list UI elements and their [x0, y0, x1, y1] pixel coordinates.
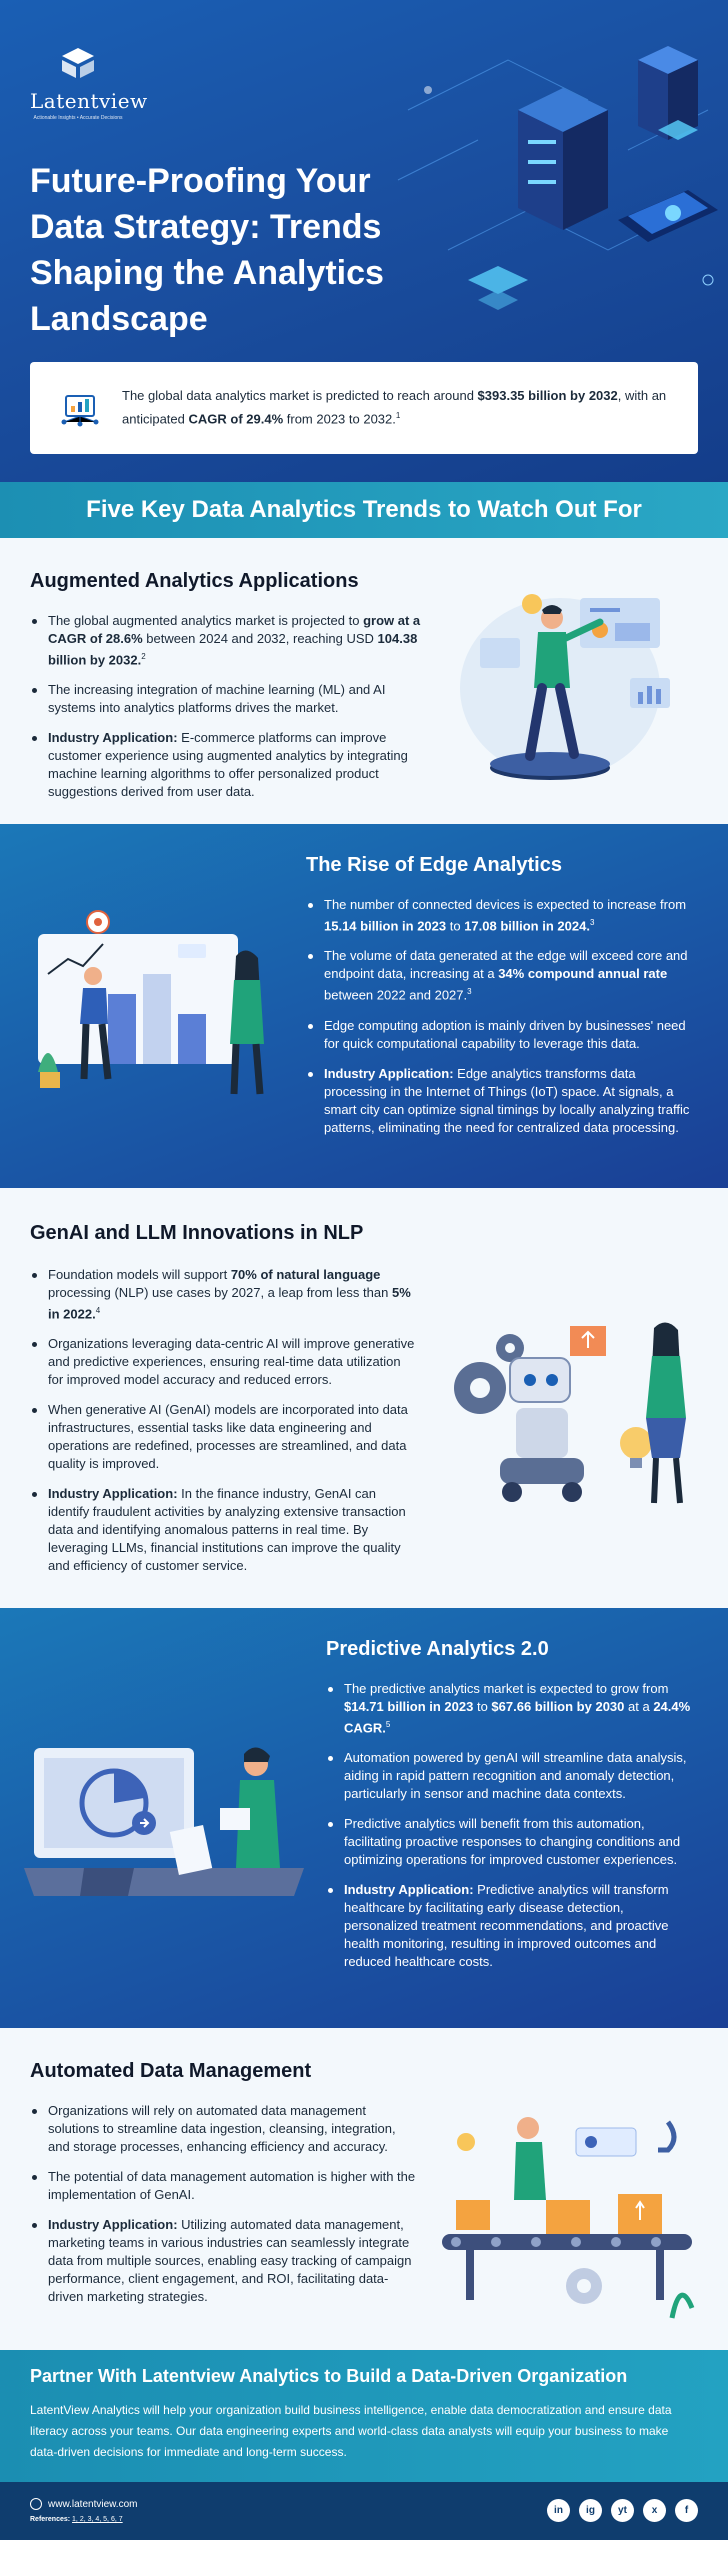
server-tower-main — [518, 88, 608, 230]
section-genai-llm — [0, 1188, 728, 1608]
list-item: The predictive analytics market is expected to grow from $14.71 billion in 2023 to $67.66 billion by 2030 at a 24.4% CAGR.$^5$ — [326, 1680, 698, 1737]
section-title: Predictive Analytics 2.0 — [326, 1638, 549, 1660]
market-stat-text: The global data analytics market is predicted to reach around $393.35 billion by 2032, with an anticipated CAGR of 29.4% from 2023 to 2032.$^1$ — [122, 388, 667, 427]
list-item: When generative AI (GenAI) models are incorporated into data infrastructures, essential tasks like data engineering and operations are redefined, processes are streamlined, and data quality is improved. — [30, 1401, 416, 1473]
logo-tagline: Actionable Insights • Accurate Decisions — [33, 115, 123, 121]
list-item: The increasing integration of machine learning (ML) and AI systems into analytics platforms drives the market. — [30, 681, 430, 717]
bullet-list — [30, 2102, 420, 2318]
partner-cta-section — [0, 2350, 728, 2482]
server-isometric-illustration — [388, 30, 728, 360]
list-item: Edge computing adoption is mainly driven by businesses' need for quick computational capability to leverage this data. — [306, 1017, 698, 1053]
x-twitter-icon[interactable]: x — [643, 2499, 666, 2522]
instagram-icon[interactable]: ig — [579, 2499, 602, 2522]
section-title: Augmented Analytics Applications — [30, 570, 359, 592]
section-predictive-analytics — [0, 1608, 728, 2028]
bullet-list — [306, 896, 698, 1149]
logo-wordmark: Latentview — [30, 89, 148, 113]
key-trends-banner — [0, 482, 728, 538]
list-item: Industry Application: Edge analytics transforms data processing in the Internet of Things (IoT) space. At signals, a smart city can optimize signal timings by locally analyzing traffic patterns, eliminating the need for centralized data processing. — [306, 1065, 698, 1137]
bullet-list — [326, 1680, 698, 1983]
list-item: Organizations will rely on automated data management solutions to streamline data ingestion, cleansing, integration, and storage processes, enhancing efficiency and accuracy. — [30, 2102, 420, 2156]
list-item: Organizations leveraging data-centric AI will improve generative and predictive experiences, ensuring real-time data utilization for improved model accuracy and reduced errors. — [30, 1335, 416, 1389]
section-automated-data-management — [0, 2028, 728, 2350]
list-item: The global augmented analytics market is projected to grow at a CAGR of 28.6% between 2024 and 2032, reaching USD 104.38 billion by 2032.$^2$ — [30, 612, 430, 669]
youtube-icon[interactable]: yt — [611, 2499, 634, 2522]
list-item: Industry Application: E-commerce platforms can improve customer experience using augmented analytics by integrating machine learning algorithms to offer personalized product suggestions derived from user data. — [30, 729, 430, 801]
analyst-dashboard-illustration — [450, 578, 690, 798]
section-title: GenAI and LLM Innovations in NLP — [30, 1222, 364, 1244]
social-links — [547, 2499, 698, 2522]
section-augmented-analytics — [0, 538, 728, 824]
list-item: The number of connected devices is expected to increase from 15.14 billion in 2023 to 17.08 billion in 2024.$^3$ — [306, 896, 698, 935]
analyst-laptop-illustration — [24, 1728, 314, 1928]
facebook-icon[interactable]: f — [675, 2499, 698, 2522]
list-item: Foundation models will support 70% of natural language processing (NLP) use cases by 2027, a leap from less than 5% in 2022.$^4$ — [30, 1266, 416, 1323]
website-url[interactable]: www.latentview.com — [48, 2498, 138, 2510]
brand-logo[interactable] — [30, 46, 148, 121]
analytics-network-icon — [60, 388, 100, 428]
list-item: Industry Application: Predictive analytics will transform healthcare by facilitating early disease detection, personalized treatment recommendations, and proactive health monitoring, resulting in improved outcomes and reduced healthcare costs. — [326, 1881, 698, 1971]
website-link[interactable] — [30, 2498, 137, 2510]
key-trends-heading: Five Key Data Analytics Trends to Watch Out For — [86, 496, 642, 523]
conveyor-automation-illustration — [436, 2108, 700, 2328]
hero-section — [0, 0, 728, 482]
footer — [0, 2482, 728, 2540]
list-item: Predictive analytics will benefit from this automation, facilitating proactive responses to changing conditions and optimizing operations for improved customer experiences. — [326, 1815, 698, 1869]
list-item: Industry Application: Utilizing automated data management, marketing teams in various industries can seamlessly integrate data from multiple sources, enabling easy tracking of campaign performance, client engagement, and ROI, facilitating data-driven marketing strategies. — [30, 2216, 420, 2306]
robot-assistant-illustration — [440, 1298, 700, 1528]
section-title: The Rise of Edge Analytics — [306, 854, 562, 876]
references-links[interactable]: 1, 2, 3, 4, 5, 6, 7 — [72, 2516, 123, 2523]
partner-body: LatentView Analytics will help your organization build business intelligence, enable data democratization and ensure data literacy across your teams. Our data engineering experts and world-class data analysts will equip your business to make data-driven decisions for immediate and long-term success. — [30, 2403, 672, 2459]
list-item: Industry Application: In the finance industry, GenAI can identify fraudulent activities by analyzing extensive transaction data and identifying anomalous patterns in real time. By leveraging LLMs, financial institutions can improve the quality and efficiency of customer service. — [30, 1485, 416, 1575]
partner-heading: Partner With Latentview Analytics to Build a Data-Driven Organization — [30, 2366, 628, 2386]
bullet-list — [30, 612, 430, 813]
list-item: The volume of data generated at the edge will exceed core and endpoint data, increasing at a 34% compound annual rate between 2022 and 2027.$^3$ — [306, 947, 698, 1004]
team-data-bars-illustration — [28, 904, 278, 1114]
list-item: The potential of data management automation is higher with the implementation of GenAI. — [30, 2168, 420, 2204]
logo-mark-icon — [58, 46, 98, 80]
bullet-list — [30, 1266, 416, 1587]
list-item: Automation powered by genAI will streamline data analysis, aiding in rapid pattern recognition and anomaly detection, particularly in sensor and machine data contexts. — [326, 1749, 698, 1803]
linkedin-icon[interactable]: in — [547, 2499, 570, 2522]
references: References: 1, 2, 3, 4, 5, 6, 7 — [30, 2516, 123, 2523]
page-title: Future-Proofing Your Data Strategy: Trends Shaping the Analytics Landscape — [30, 162, 384, 338]
section-title: Automated Data Management — [30, 2060, 312, 2082]
globe-icon — [30, 2498, 42, 2510]
dashboard-monitor — [618, 190, 718, 242]
market-stat-card — [30, 362, 698, 454]
section-edge-analytics — [0, 824, 728, 1188]
